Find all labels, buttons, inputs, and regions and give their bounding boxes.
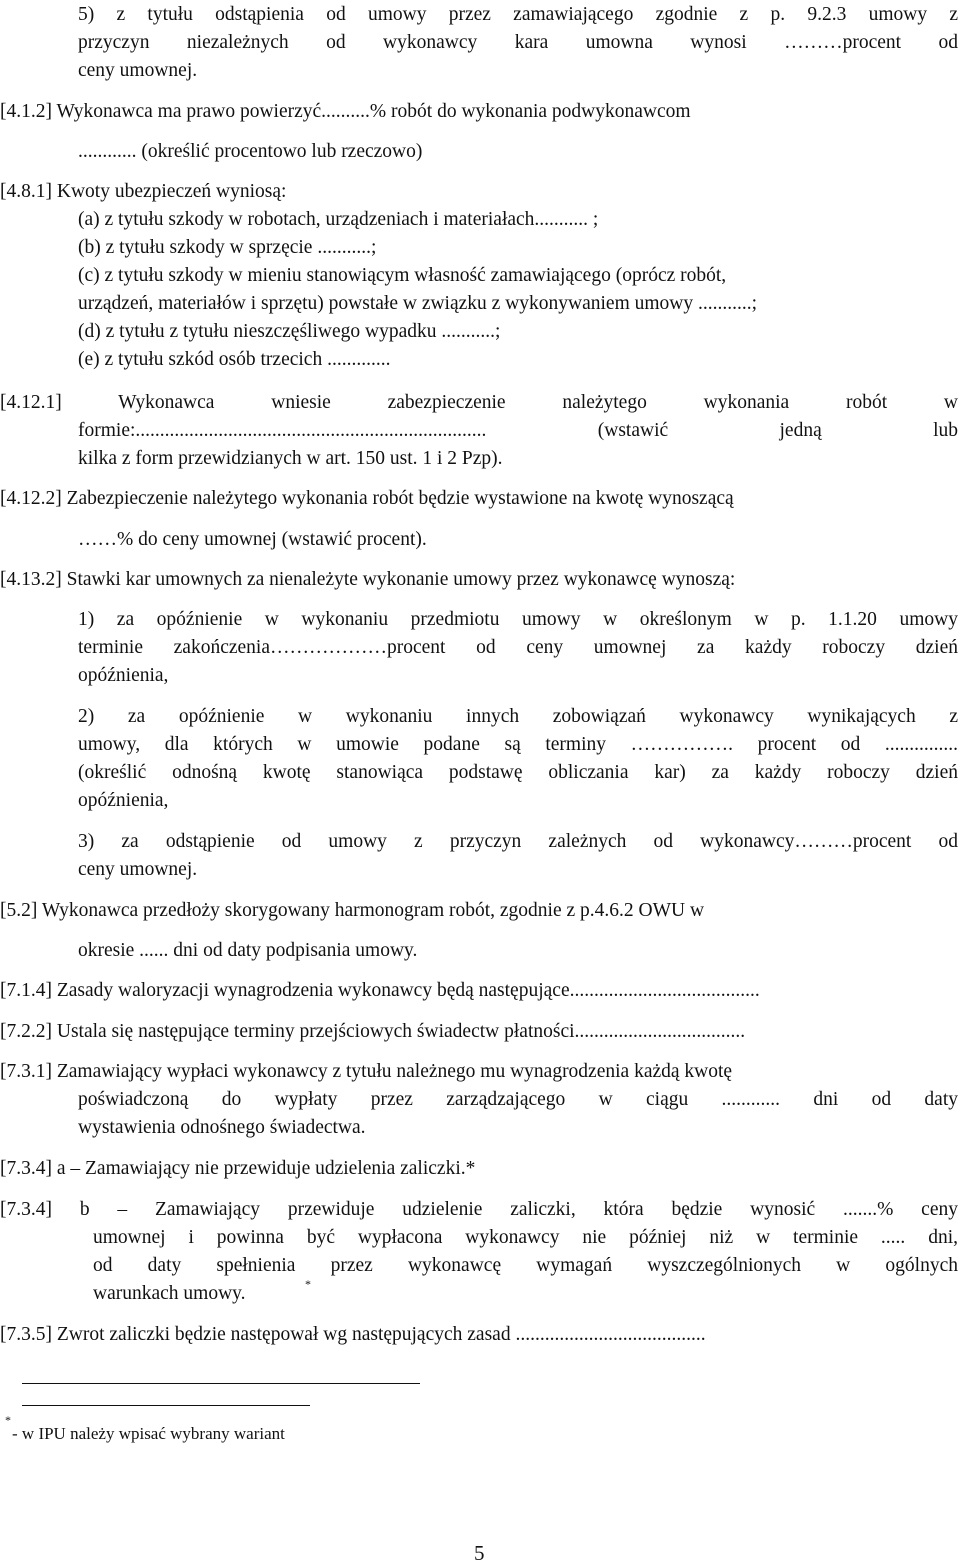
text-line: warunkach umowy. — [93, 1283, 246, 1304]
text-line: [4.1.2] Wykonawca ma prawo powierzyć..........% robót do wykonania podwykonawcom — [0, 101, 691, 122]
text-line: (c) z tytułu szkody w mieniu stanowiącym własność zamawiającego (oprócz robót, — [78, 265, 727, 286]
text-line: (b) z tytułu szkody w sprzęcie ...........; — [78, 237, 377, 258]
text-line: przyczyn niezależnych od wykonawcy kara umowna wynosi ………procent od — [78, 32, 958, 53]
text-line: okresie ...... dni od daty podpisania umowy. — [78, 940, 418, 961]
text-line: ............ (określić procentowo lub rzeczowo) — [78, 141, 423, 162]
footnote-marker: * — [5, 1413, 11, 1427]
text-line: 1) za opóźnienie w wykonaniu przedmiotu umowy w określonym w p. 1.1.20 umowy — [78, 609, 958, 630]
text-line: opóźnienia, — [78, 790, 169, 811]
text-line: [4.8.1] Kwoty ubezpieczeń wyniosą: — [0, 181, 287, 202]
footnote-text: - w IPU należy wpisać wybrany wariant — [12, 1424, 285, 1443]
text-line: umownej i powinna być wypłacona wykonawcy nie później niż w terminie ..... dni, — [93, 1227, 958, 1248]
text-line: ceny umownej. — [78, 60, 198, 81]
text-line: [5.2] Wykonawca przedłoży skorygowany harmonogram robót, zgodnie z p.4.6.2 OWU w — [0, 900, 705, 921]
text-line: (e) z tytułu szkód osób trzecich ............. — [78, 349, 391, 370]
text-line: ……% do ceny umownej (wstawić procent). — [78, 529, 427, 550]
text-line: [7.3.5] Zwrot zaliczki będzie następował wg następujących zasad ....................................... — [0, 1324, 706, 1345]
text-line: [4.13.2] Stawki kar umownych za nienależyte wykonanie umowy przez wykonawcę wynoszą: — [0, 569, 736, 590]
text-line: urządzeń, materiałów i sprzętu) powstałe w związku z wykonywaniem umowy ...........; — [78, 293, 758, 314]
text-line: poświadczoną do wypłaty przez zarządzającego w ciągu ............ dni od daty — [78, 1089, 958, 1110]
text-line: [7.3.4] a – Zamawiający nie przewiduje udzielenia zaliczki.* — [0, 1158, 476, 1179]
footnote-separator-line — [22, 1405, 310, 1406]
text-line: umowy, dla których w umowie podane są terminy ……………. procent od ............... — [78, 734, 958, 755]
text-line: ceny umownej. — [78, 859, 198, 880]
text-line: od daty spełnienia przez wykonawcę wymagań wyszczególnionych w ogólnych — [93, 1255, 958, 1276]
section-divider-line — [22, 1383, 420, 1384]
footnote-reference-asterisk: * — [305, 1277, 311, 1291]
text-line: (d) z tytułu z tytułu nieszczęśliwego wypadku ...........; — [78, 321, 501, 342]
text-line: [7.3.1] Zamawiający wypłaci wykonawcy z tytułu należnego mu wynagrodzenia każdą kwotę — [0, 1061, 733, 1082]
text-line: formie:........................................................................ (wstawić jedną lub — [78, 420, 958, 441]
text-line: 5) z tytułu odstąpienia od umowy przez zamawiającego zgodnie z p. 9.2.3 umowy z — [78, 4, 958, 25]
text-line: [7.3.4] b – Zamawiający przewiduje udzielenie zaliczki, która będzie wynosić .......% ceny — [0, 1199, 958, 1220]
text-line: kilka z form przewidzianych w art. 150 ust. 1 i 2 Pzp). — [78, 448, 503, 469]
text-line: terminie zakończenia………………procent od ceny umownej za każdy roboczy dzień — [78, 637, 958, 658]
text-line: [4.12.1] Wykonawca wniesie zabezpieczenie należytego wykonania robót w — [0, 392, 958, 413]
text-line: wystawienia odnośnego świadectwa. — [78, 1117, 366, 1138]
text-line: (a) z tytułu szkody w robotach, urządzeniach i materiałach........... ; — [78, 209, 599, 230]
text-line: (określić odnośną kwotę stanowiąca podstawę obliczania kar) za każdy roboczy dzień — [78, 762, 958, 783]
text-line: 3) za odstąpienie od umowy z przyczyn zależnych od wykonawcy………procent od — [78, 831, 958, 852]
page-number: 5 — [474, 1541, 485, 1565]
text-line: [7.1.4] Zasady waloryzacji wynagrodzenia wykonawcy będą następujące....................................... — [0, 980, 760, 1001]
text-line: 2) za opóźnienie w wykonaniu innych zobowiązań wykonawcy wynikających z — [78, 706, 958, 727]
text-line: [4.12.2] Zabezpieczenie należytego wykonania robót będzie wystawione na kwotę wynoszącą — [0, 488, 734, 509]
text-line: opóźnienia, — [78, 665, 169, 686]
text-line: [7.2.2] Ustala się następujące terminy przejściowych świadectw płatności................................... — [0, 1021, 746, 1042]
